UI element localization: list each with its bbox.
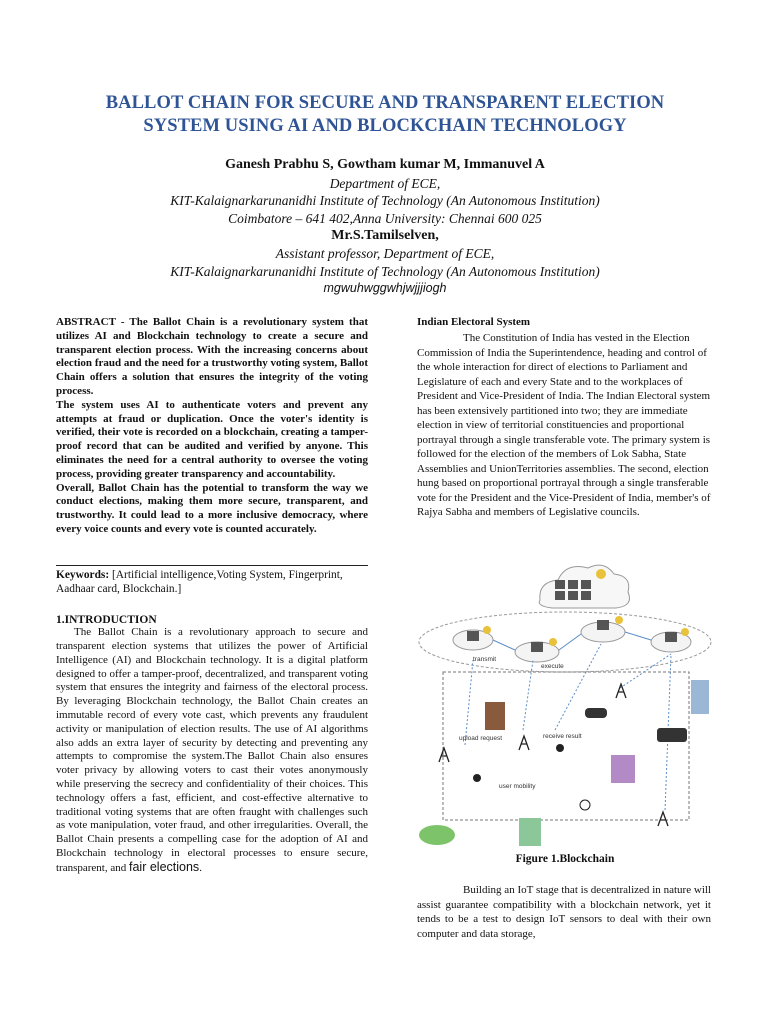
title-line-1: BALLOT CHAIN FOR SECURE AND TRANSPARENT ELECTION: [105, 93, 665, 113]
building-icon: [691, 680, 709, 714]
antenna-icon: [616, 684, 626, 698]
sensor-icon: [483, 626, 491, 634]
server-icon: [597, 620, 609, 630]
electoral-heading: Indian Electoral System: [417, 316, 531, 328]
paper-title: [40, 92, 730, 138]
intro-tail: fair elections: [129, 859, 200, 874]
abstract-p3: Overall, Ballot Chain has the potential to transform the way we conduct elections, making them more secure, transparent, and trustworthy. It could lead to a more inclusive democracy, where every voice counts and every vote is counted accurately.: [56, 481, 368, 535]
antenna-icon: [658, 812, 668, 826]
keywords: [56, 568, 368, 596]
sensor-icon: [596, 569, 606, 579]
server-icon: [568, 580, 578, 589]
keywords-divider: [56, 565, 368, 566]
abstract-p1: ABSTRACT - The Ballot Chain is a revolutionary system that utilizes AI and Blockchain technology to create a secure and transparent election process. With the increasing concerns about election fraud and the need for a trustworthy voting system, Ballot Chain offers a solution that ensures the integrity of the voting process.: [56, 316, 368, 397]
server-icon: [531, 642, 543, 652]
keywords-text: [Artificial intelligence,Voting System, Fingerprint, Aadhaar card, Blockchain.]: [56, 568, 343, 595]
server-icon: [581, 591, 591, 600]
electoral-text: The Constitution of India has vested in the Election Commission of India the Superintendence, heading and control of the whole interaction for direct of elections to Parliament and Legislature of each and every State and to the workplaces of President and Vice-President of India. The Indian Electoral system has been extensively partitioned into two; they are immediate election in view of territorial constituencies and proportional portrayal through a single transferable vote. The primary system is followed for the election of the members of Lok Sabha, State Assemblies and UnionTerritories assemblies. The second, election hung based on proportional portrayal through a single transferable vote for the President and the Vice-President of India, member's of Rajya Sabha and members of Legislative councils.: [417, 332, 711, 518]
bus-icon: [657, 728, 687, 742]
person-icon: [556, 744, 564, 752]
park-icon: [419, 825, 455, 845]
label-transmit: transmit: [473, 656, 497, 663]
building-icon: [519, 818, 541, 846]
arrow-line: [620, 654, 671, 688]
building-icon: [611, 755, 635, 783]
link-line: [493, 640, 515, 650]
right-column: [417, 316, 711, 520]
advisor-institute: KIT-Kalaignarkarunanidhi Institute of Technology (An Autonomous Institution): [170, 263, 600, 279]
arrow-line: [523, 660, 533, 730]
advisor-name: Mr.S.Tamilselven,: [331, 228, 439, 244]
figure-caption: Figure 1.Blockchain: [515, 853, 615, 865]
sensor-icon: [549, 638, 557, 646]
bicycle-icon: [580, 800, 590, 810]
institute: KIT-Kalaignarkarunanidhi Institute of Technology (An Autonomous Institution): [170, 193, 600, 209]
link-line: [625, 632, 651, 640]
sensor-icon: [681, 628, 689, 636]
intro-text: [56, 626, 368, 875]
title-line-2: SYSTEM USING AI AND BLOCKCHAIN TECHNOLOGY: [143, 116, 627, 136]
intro-end: .: [199, 861, 202, 874]
building-icon: [485, 702, 505, 730]
region-box: [443, 672, 689, 820]
keywords-label: Keywords:: [56, 568, 110, 581]
person-icon: [473, 774, 481, 782]
server-icon: [665, 632, 677, 642]
server-icon: [467, 631, 479, 641]
link-line: [559, 634, 581, 650]
department: Department of ECE,: [329, 175, 441, 191]
car-icon: [585, 708, 607, 718]
iot-text: Building an IoT stage that is decentralized in nature will assist guarantee compatibility with a blockchain network, yet it tends to be a test to design IoT sensors to deal with their own computer and data storage,: [417, 884, 711, 940]
label-mobility: user mobility: [499, 783, 536, 790]
advisor-role: Assistant professor, Department of ECE,: [275, 245, 495, 261]
author-names: Ganesh Prabhu S, Gowtham kumar M, Immanuvel A: [225, 157, 545, 172]
author-block: [40, 156, 730, 298]
blockchain-diagram: [415, 560, 715, 850]
label-upload: upload request: [459, 735, 503, 742]
blockchain-figure: [415, 560, 715, 850]
server-icon: [581, 580, 591, 589]
antenna-icon: [439, 748, 449, 762]
advisor-email: mgwuhwggwhjwjjjiogh: [323, 281, 447, 296]
server-icon: [555, 580, 565, 589]
label-receive: receive result: [543, 733, 582, 740]
left-column: [56, 316, 368, 876]
label-execute: execute: [541, 663, 564, 670]
server-icon: [555, 591, 565, 600]
intro-body: The Ballot Chain is a revolutionary approach to secure and transparent election systems that utilizes the power of Artificial Intelligence (AI) and Blockchain technology. It is a digital platform designed to offer a tamper-proof, decentralized, and transparent voting system that ensures the integrity and fairness of the electoral process. By leveraging Blockchain technology, the Ballot Chain creates an immutable record of every vote cast, which prevents any fraudulent activity or manipulation of election results. The use of AI algorithms also adds an extra layer of security by detecting and preventing any attempts to compromise the system.The Ballot Chain also ensures voter privacy by allowing voters to cast their votes anonymously while preserving the secrecy and confidentiality of their choices. This technology offers a fast, efficient, and cost-effective alternative to traditional voting systems that are often fraught with challenges such as vote manipulation, voter fraud, and other irregularities. Overall, the Ballot Chain presents a compelling case for the adoption of AI and Blockchain technology in electoral processes to ensure secure, transparent, and: [56, 626, 368, 874]
server-icon: [568, 591, 578, 600]
intro-heading: 1.INTRODUCTION: [56, 614, 157, 627]
abstract-p2: The system uses AI to authenticate voters and prevent any attempts at fraud or duplication. Once the voter's identity is verified, their vote is recorded on a blockchain, creating a tamper-proof record that can be audited and verified by anyone. This eliminates the need for a central authority to oversee the voting process, providing greater transparency and accountability.: [56, 398, 368, 480]
antenna-icon: [519, 736, 529, 750]
arrow-line: [465, 660, 473, 745]
address: Coimbatore – 641 402,Anna University: Chennai 600 025: [228, 210, 542, 226]
abstract: [56, 316, 368, 537]
sensor-icon: [615, 616, 623, 624]
